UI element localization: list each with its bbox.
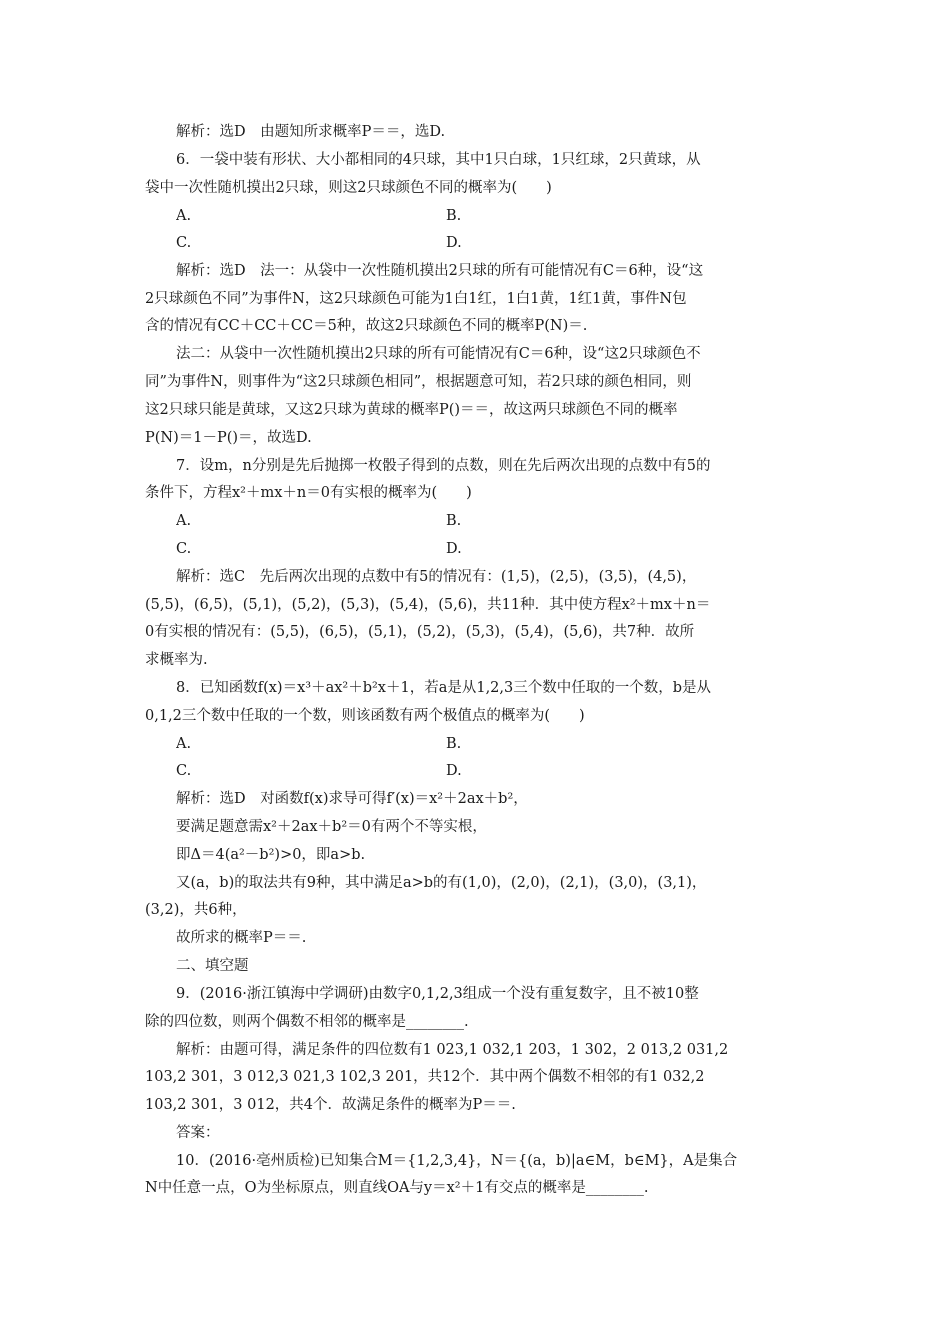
- text-line: 解析：选D 由题知所求概率P＝＝，选D.: [176, 124, 446, 140]
- text-line: 同”为事件N，则事件为“这2只球颜色相同”，根据题意可知，若2只球的颜色相同，则: [145, 374, 692, 390]
- text-line: P(N)＝1－P()＝，故选D.: [145, 430, 312, 446]
- text-line: 8．已知函数f(x)＝x³＋ax²＋b²x＋1，若a是从1,2,3三个数中任取的一个数，b是从: [176, 680, 712, 696]
- option-c: C.: [176, 541, 192, 557]
- text-line: 2只球颜色不同”为事件N，这2只球颜色可能为1白1红，1白1黄，1红1黄，事件N包: [145, 291, 687, 307]
- option-d: D.: [446, 541, 462, 557]
- text-line: 这2只球只能是黄球，又这2只球为黄球的概率P()＝＝，故这两只球颜色不同的概率: [145, 402, 678, 418]
- text-line: 法二：从袋中一次性随机摸出2只球的所有可能情况有C＝6种，设“这2只球颜色不: [176, 346, 701, 362]
- text-line: (5,5)，(6,5)，(5,1)，(5,2)，(5,3)，(5,4)，(5,6)，共11种．其中使方程x²＋mx＋n＝: [145, 597, 711, 613]
- text-line: 除的四位数，则两个偶数不相邻的概率是________.: [145, 1014, 469, 1030]
- text-line: 又(a，b)的取法共有9种，其中满足a>b的有(1,0)，(2,0)，(2,1)，(3,0)，(3,1)，: [176, 875, 707, 891]
- text-line: 条件下，方程x²＋mx＋n＝0有实根的概率为( ): [145, 485, 472, 501]
- text-line: 7．设m，n分别是先后抛掷一枚骰子得到的点数，则在先后两次出现的点数中有5的: [176, 458, 711, 474]
- text-line: 求概率为.: [145, 652, 208, 668]
- text-line: (3,2)，共6种，: [145, 902, 247, 918]
- option-d: D.: [446, 235, 462, 251]
- option-d: D.: [446, 763, 462, 779]
- text-line: 解析：选D 对函数f(x)求导可得f′(x)＝x²＋2ax＋b²，: [176, 791, 528, 807]
- option-a: A.: [176, 736, 192, 752]
- text-line: 10．(2016·亳州质检)已知集合M＝{1,2,3,4}，N＝{(a，b)|a∈M，b∈M}，A是集合: [176, 1153, 738, 1169]
- text-line: 袋中一次性随机摸出2只球，则这2只球颜色不同的概率为( ): [145, 180, 552, 196]
- option-b: B.: [446, 736, 462, 752]
- text-line: 即Δ＝4(a²－b²)>0，即a>b.: [176, 847, 366, 863]
- text-line: 解析：由题可得，满足条件的四位数有1 023,1 032,1 203，1 302，2 013,2 031,2: [176, 1042, 729, 1058]
- text-line: 6．一袋中装有形状、大小都相同的4只球，其中1只白球，1只红球，2只黄球，从: [176, 152, 701, 168]
- option-c: C.: [176, 763, 192, 779]
- text-line: 要满足题意需x²＋2ax＋b²＝0有两个不等实根，: [176, 819, 487, 835]
- text-line: 103,2 301，3 012，共4个．故满足条件的概率为P＝＝.: [145, 1097, 516, 1113]
- text-line: 9．(2016·浙江镇海中学调研)由数字0,1,2,3组成一个没有重复数字，且不被10整: [176, 986, 699, 1002]
- section-heading: 二、填空题: [176, 958, 249, 974]
- text-line: 解析：选D 法一：从袋中一次性随机摸出2只球的所有可能情况有C＝6种，设“这: [176, 263, 704, 279]
- option-b: B.: [446, 208, 462, 224]
- answer-label: 答案：: [176, 1125, 220, 1141]
- text-line: 解析：选C 先后两次出现的点数中有5的情况有：(1,5)，(2,5)，(3,5)，(4,5)，: [176, 569, 697, 585]
- option-a: A.: [176, 513, 192, 529]
- text-line: 故所求的概率P＝＝.: [176, 930, 307, 946]
- text-line: 0有实根的情况有：(5,5)，(6,5)，(5,1)，(5,2)，(5,3)，(5,4)，(5,6)，共7种．故所: [145, 624, 695, 640]
- text-line: 含的情况有CC＋CC＋CC＝5种，故这2只球颜色不同的概率P(N)＝.: [145, 318, 588, 334]
- option-c: C.: [176, 235, 192, 251]
- option-a: A.: [176, 208, 192, 224]
- text-line: 103,2 301，3 012,3 021,3 102,3 201，共12个．其中两个偶数不相邻的有1 032,2: [145, 1069, 705, 1085]
- option-b: B.: [446, 513, 462, 529]
- text-line: 0,1,2三个数中任取的一个数，则该函数有两个极值点的概率为( ): [145, 708, 585, 724]
- text-line: N中任意一点，O为坐标原点，则直线OA与y＝x²＋1有交点的概率是________.: [145, 1180, 649, 1196]
